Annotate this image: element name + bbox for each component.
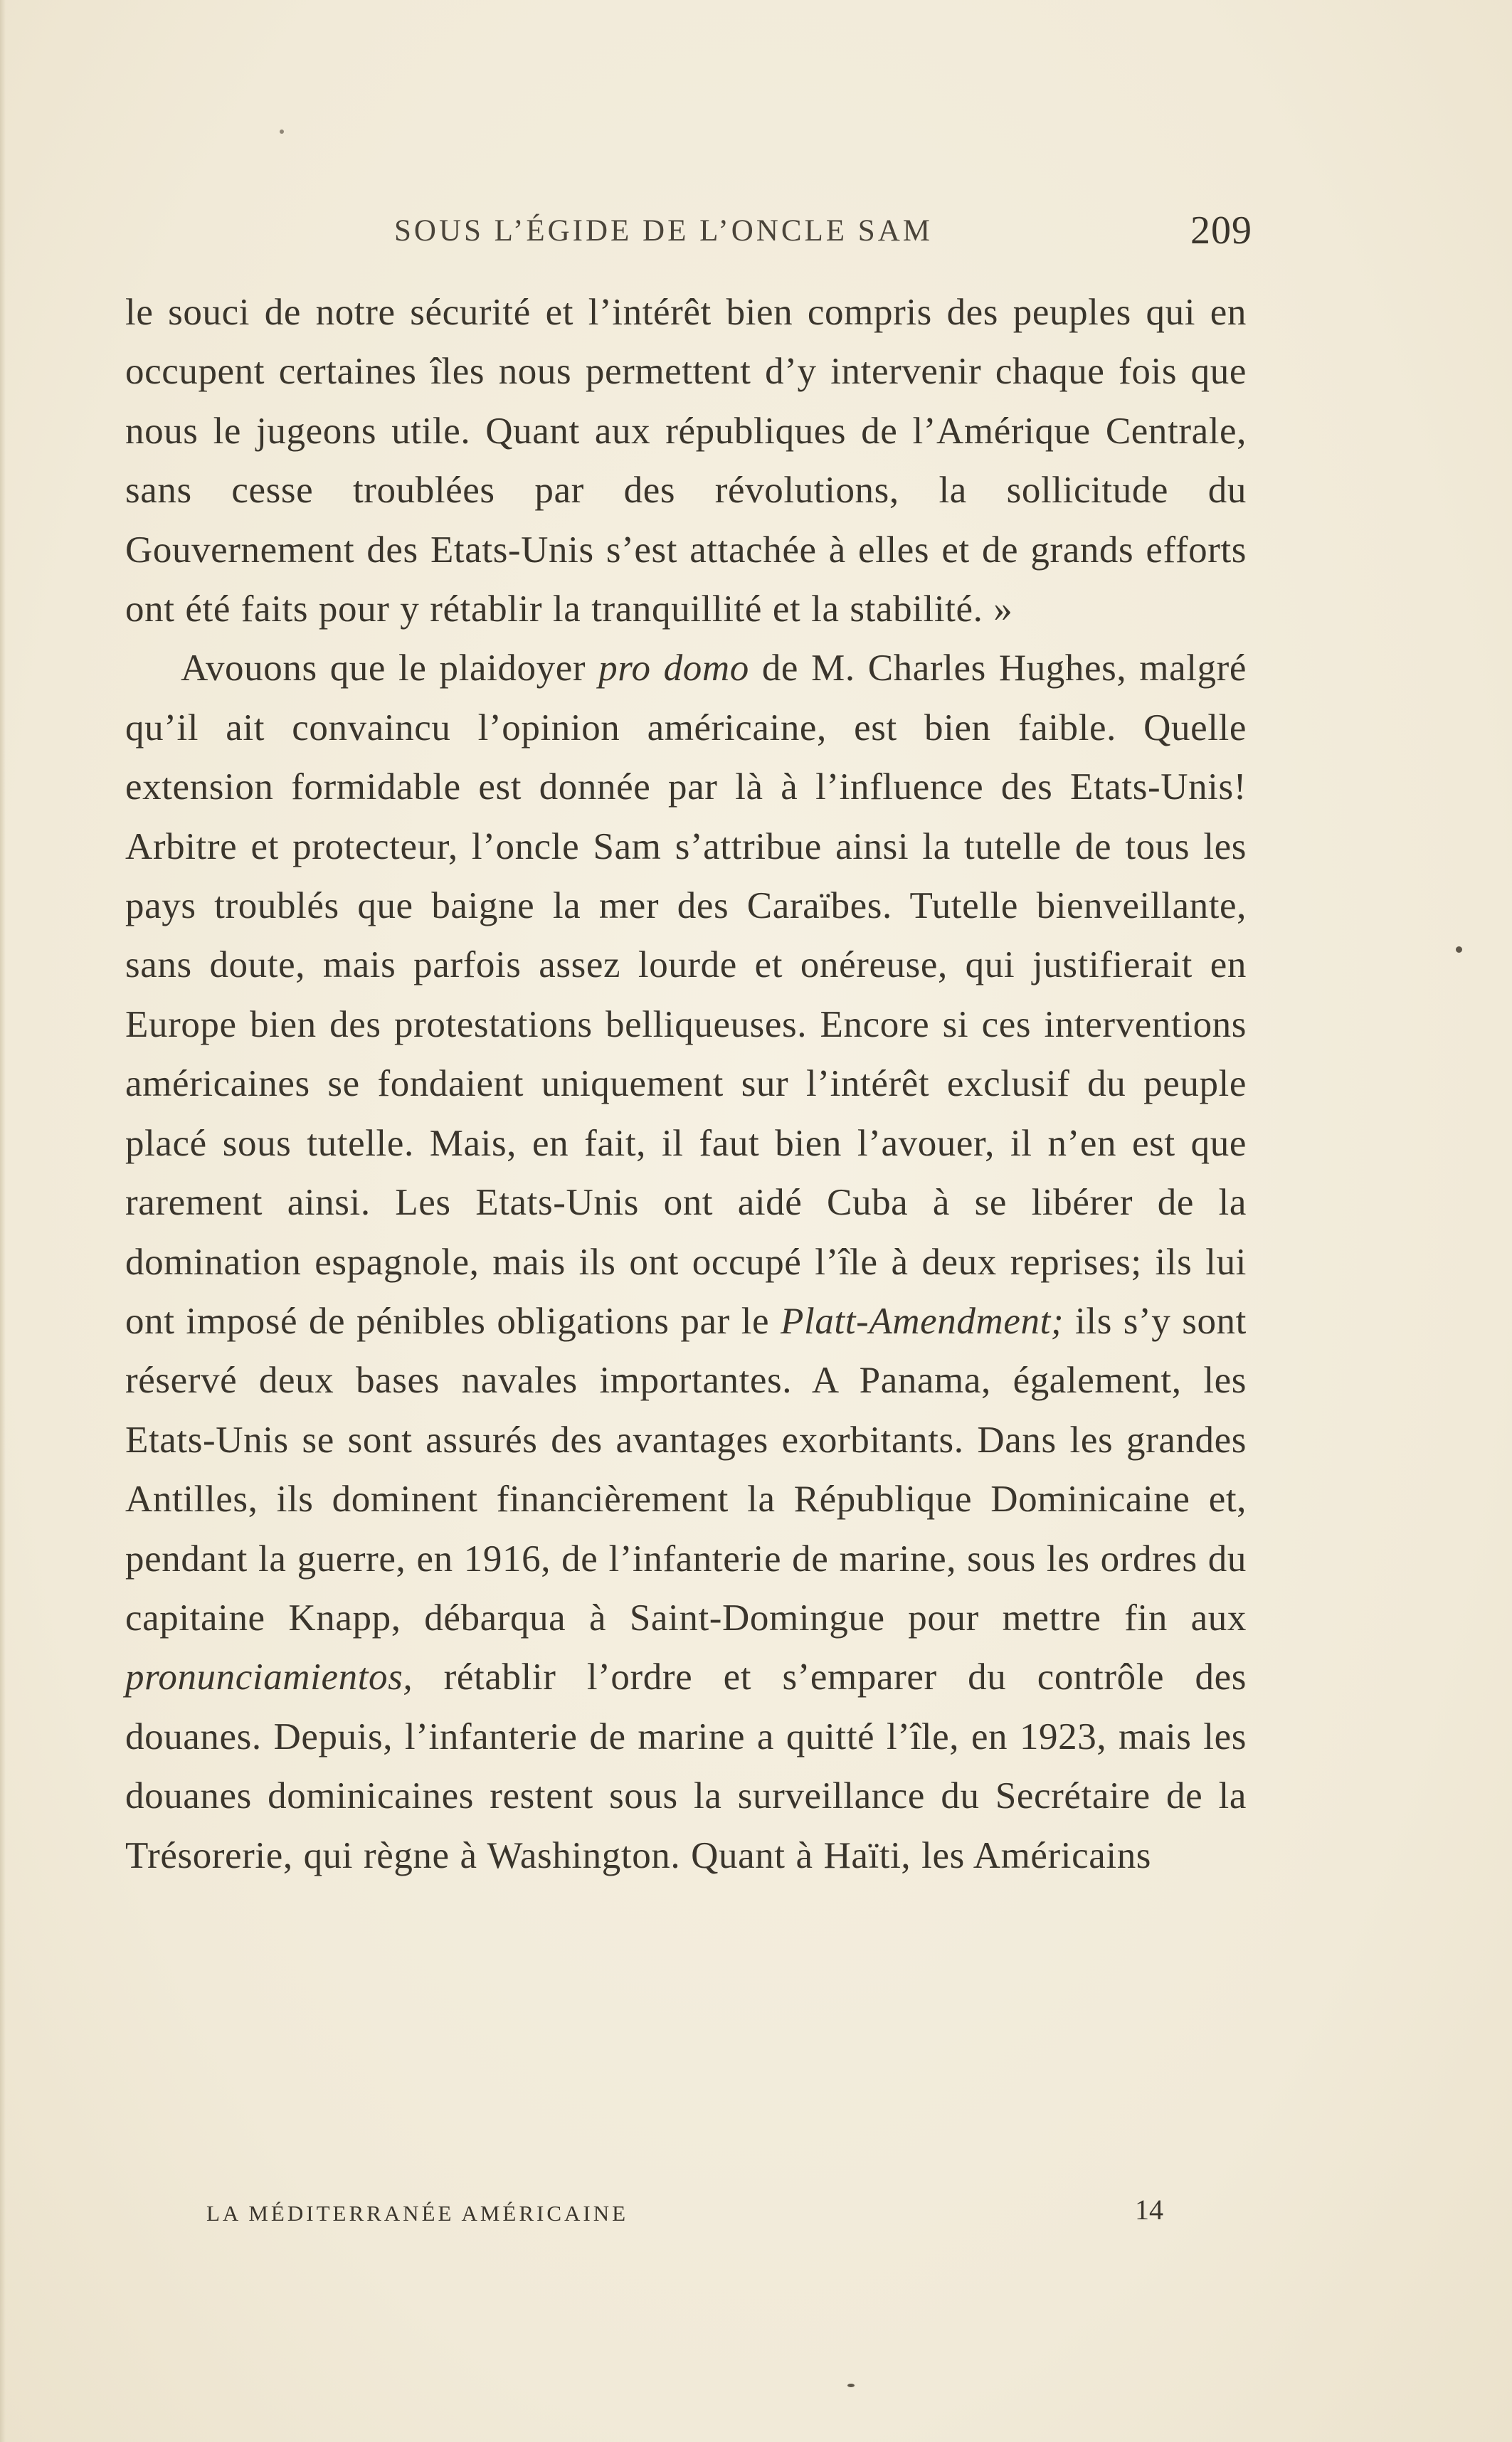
printer-signature: LA MÉDITERRANÉE AMÉRICAINE	[206, 2201, 629, 2226]
paper-speck	[847, 2384, 855, 2387]
italic-phrase: pronunciamientos,	[125, 1656, 413, 1698]
paper-speck	[280, 130, 284, 134]
paragraph-text: rétablir l’ordre et s’emparer du contrôle des douanes. Depuis, l’infanterie de marine a quitté l’île, en 1923, mais les douanes dominicaines restent sous la surveillance du Secrétaire de la Trésorerie, qui règne à Washington. Quant à Haïti, les Américains	[125, 1656, 1247, 1876]
paragraph-text: ils s’y sont réservé deux bases navales importantes. A Panama, également, les Etats-Unis se sont assurés des avantages exorbitants. Dans les grandes Antilles, ils dominent financièrement la République Dominicaine et, pendant la guerre, en 1916, de l’infanterie de marine, sous les ordres du capitaine Knapp, débarqua à Saint-Domingue pour mettre fin aux	[125, 1300, 1247, 1639]
signature-number: 14	[1135, 2194, 1163, 2226]
paragraph-continued	[125, 283, 1247, 639]
body-text	[125, 283, 1247, 1886]
running-head: SOUS L’ÉGIDE DE L’ONCLE SAM	[394, 214, 934, 248]
italic-phrase: pro domo	[598, 648, 749, 689]
page-number: 209	[1190, 208, 1252, 253]
paragraph-text: de M. Charles Hughes, malgré qu’il ait convaincu l’opinion américaine, est bien faible. Quelle extension formidable est donnée par là à l’influence des Etats-Unis! Arbitre et protecteur, l’oncle Sam s’attribue ainsi la tutelle de tous les pays troublés que baigne la mer des Caraïbes. Tutelle bienveillante, sans doute, mais parfois assez lourde et onéreuse, qui justifierait en Europe bien des protestations belliqueuses. Encore si ces interventions américaines se fondaient uniquement sur l’intérêt exclusif du peuple placé sous tutelle. Mais, en fait, il faut bien l’avouer, il n’en est que rarement ainsi. Les Etats-Unis ont aidé Cuba à se libérer de la domination espagnole, mais ils ont occupé l’île à deux reprises; ils lui ont imposé de pénibles obligations par le	[125, 648, 1247, 1342]
paragraph-text: Avouons que le plaidoyer	[181, 648, 599, 689]
paper-speck	[1456, 946, 1462, 953]
italic-phrase: Platt-Amendment;	[781, 1300, 1064, 1342]
paragraph	[125, 639, 1247, 1886]
paragraph-text: le souci de notre sécurité et l’intérêt bien compris des peuples qui en occupent certaines îles nous permettent d’y intervenir chaque fois que nous le jugeons utile. Quant aux républiques de l’Amérique Centrale, sans cesse troublées par des révolutions, la sollicitude du Gouvernement des Etats-Unis s’est attachée à elles et de grands efforts ont été faits pour y rétablir la tranquillité et la stabilité. »	[125, 292, 1247, 630]
page-gutter-shadow	[0, 0, 6, 2442]
